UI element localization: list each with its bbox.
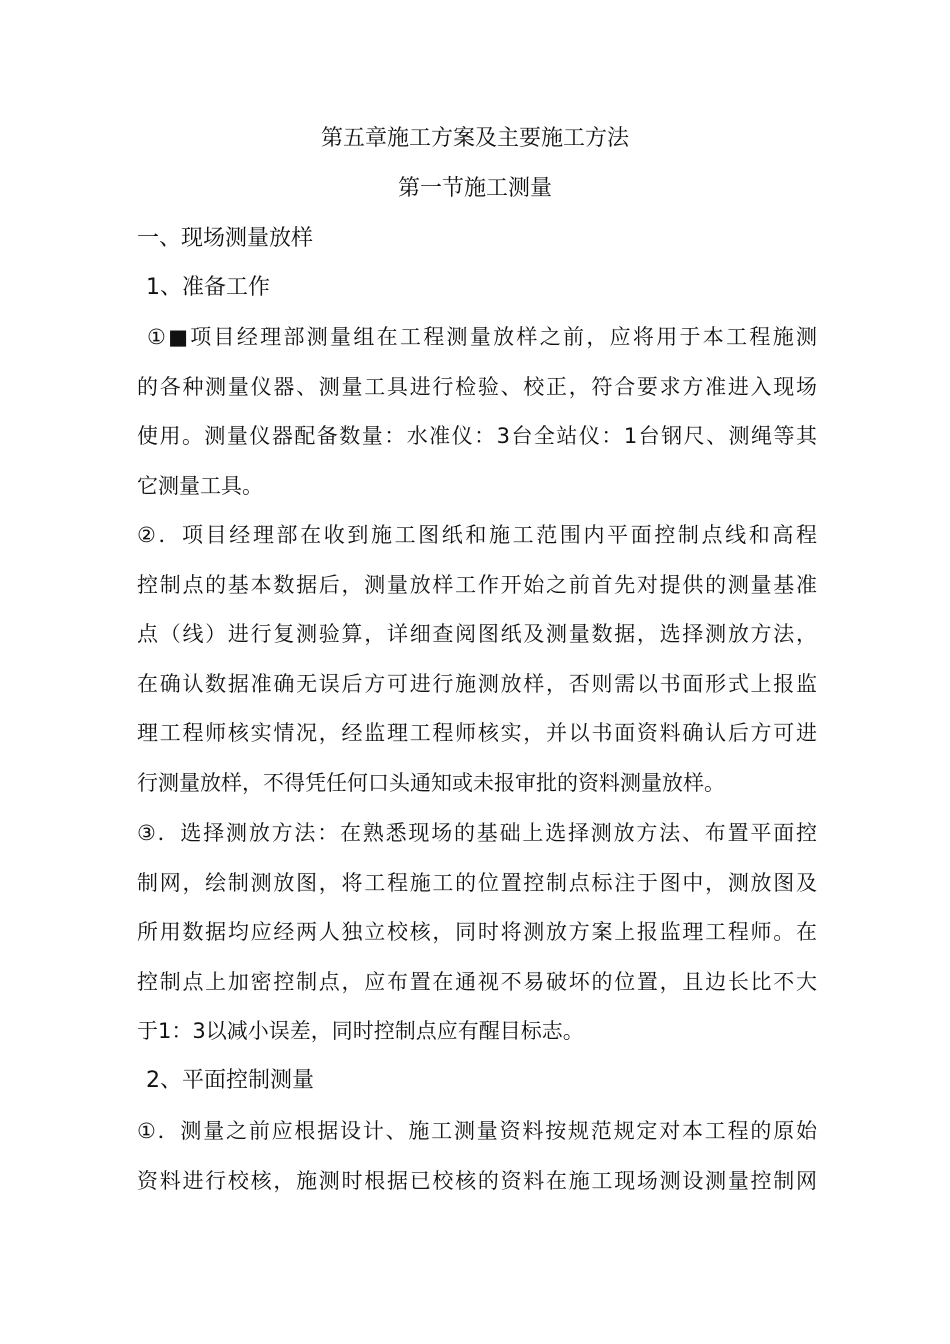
text-line: ①■项目经理部测量组在工程测量放样之前，应将用于本工程施测 <box>147 325 817 349</box>
paragraph-control-points <box>137 520 817 817</box>
text-line: 在确认数据准确无误后方可进行施测放样，否则需以书面形式上报监 <box>137 671 817 696</box>
paragraph-instruments <box>137 322 817 520</box>
text-line: 控制点上加密控制点，应布置在通视不易破坏的位置，且边长比不大 <box>137 969 817 994</box>
text-line: 点（线）进行复测验算，详细查阅图纸及测量数据，选择测放方法， <box>137 622 817 646</box>
text-line: 于1：3以减小误差，同时控制点应有醒目标志。 <box>137 1019 584 1043</box>
heading-site-survey: 一、现场测量放样 <box>137 226 314 251</box>
paragraph-plane-control <box>137 1116 817 1215</box>
text-line: 它测量工具。 <box>137 473 263 498</box>
subheading-plane-control: 2、平面控制测量 <box>146 1068 314 1093</box>
paragraph-method <box>137 818 817 1066</box>
text-line: 所用数据均应经两人独立校核，同时将测放方案上报监理工程师。在 <box>137 920 817 944</box>
text-line: 制网，绘制测放图，将工程施工的位置控制点标注于图中，测放图及 <box>137 870 817 895</box>
text-line: 行测量放样，不得凭任何口头通知或未报审批的资料测量放样。 <box>137 770 725 795</box>
section-title: 第一节施工测量 <box>397 176 552 201</box>
text-line: ②．项目经理部在收到施工图纸和施工范围内平面控制点线和高程 <box>137 523 817 547</box>
text-line: 使用。测量仪器配备数量：水准仪：3台全站仪：1台钢尺、测绳等其 <box>137 424 817 448</box>
subheading-preparation: 1、准备工作 <box>146 275 270 300</box>
text-line: 理工程师核实情况，经监理工程师核实，并以书面资料确认后方可进 <box>137 721 817 745</box>
text-line: 的各种测量仪器、测量工具进行检验、校正，符合要求方准进入现场 <box>137 374 817 399</box>
text-line: 资料进行校核，施测时根据已校核的资料在施工现场测设测量控制网 <box>137 1168 817 1193</box>
text-line: ③．选择测放方法：在熟悉现场的基础上选择测放方法、布置平面控 <box>137 821 817 845</box>
text-line: 控制点的基本数据后，测量放样工作开始之前首先对提供的测量基准 <box>137 572 817 597</box>
chapter-title: 第五章施工方案及主要施工方法 <box>320 126 629 151</box>
text-line: ①．测量之前应根据设计、施工测量资料按规范规定对本工程的原始 <box>137 1119 817 1143</box>
